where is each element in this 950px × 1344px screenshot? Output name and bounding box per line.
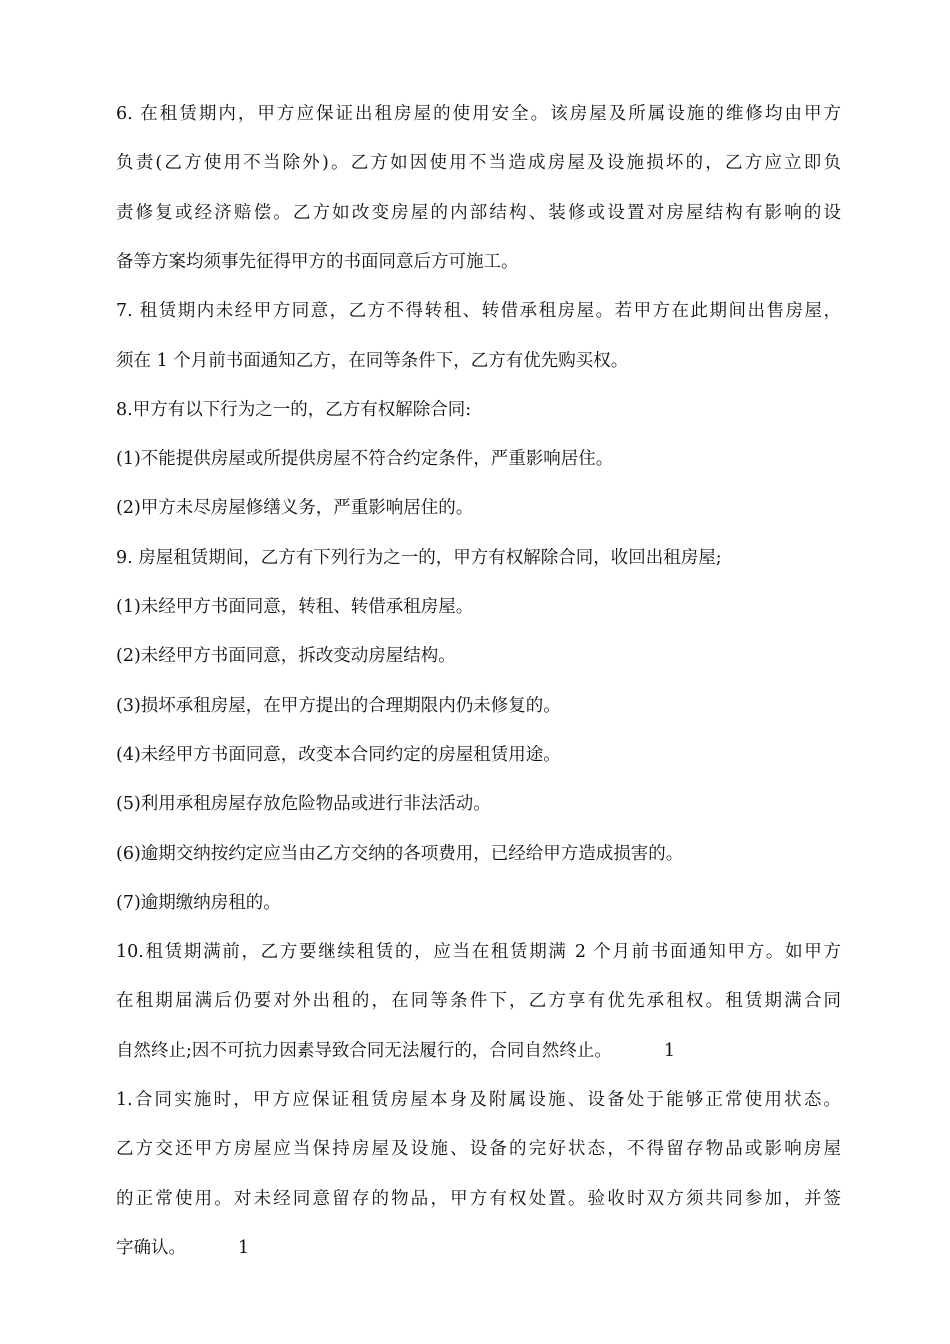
line-text: (4)未经甲方书面同意，改变本合同约定的房屋租赁用途。 — [116, 744, 561, 765]
line-text: (6)逾期交纳按约定应当由乙方交纳的各项费用，已经给甲方造成损害的。 — [116, 843, 684, 864]
document-line — [116, 940, 841, 964]
document-line — [116, 1187, 841, 1211]
document-line — [116, 842, 841, 866]
document-line — [116, 546, 841, 570]
line-text: 8.甲方有以下行为之一的，乙方有权解除合同: — [116, 399, 472, 420]
line-text: (1)未经甲方书面同意，转租、转借承租房屋。 — [116, 597, 474, 617]
document-line — [116, 694, 841, 718]
line-text: 自然终止;因不可抗力因素导致合同无法履行的，合同自然终止。 — [116, 1040, 612, 1061]
document-line — [116, 891, 841, 915]
line-text: 在租期届满后仍要对外出租的，在同等条件下，乙方享有优先承租权。租赁期满合同 — [116, 991, 841, 1012]
page-number-mark: 1 — [663, 1040, 676, 1061]
document-line — [116, 1039, 841, 1063]
document-line — [116, 447, 841, 471]
line-text: 10.租赁期满前，乙方要继续租赁的，应当在租赁期满 2 个月前书面通知甲方。如甲方 — [116, 942, 841, 963]
document-line — [116, 1088, 841, 1112]
line-text: 负责(乙方使用不当除外)。乙方如因使用不当造成房屋及设施损坏的，乙方应立即负 — [116, 153, 841, 174]
line-text: (3)损坏承租房屋，在甲方提出的合理期限内仍未修复的。 — [116, 695, 561, 716]
document-line — [116, 151, 841, 175]
document-line — [116, 201, 841, 225]
document-line — [116, 792, 841, 816]
line-text: 须在 1 个月前书面通知乙方，在同等条件下，乙方有优先购买权。 — [116, 350, 629, 371]
document-line — [116, 299, 841, 323]
line-text: 字确认。 — [116, 1237, 186, 1258]
line-text: (5)利用承租房屋存放危险物品或进行非法活动。 — [116, 794, 491, 815]
document-line — [116, 496, 841, 520]
line-text: 6. 在租赁期内，甲方应保证出租房屋的使用安全。该房屋及所属设施的维修均由甲方 — [116, 104, 841, 124]
line-text: (2)甲方未尽房屋修缮义务，严重影响居住的。 — [116, 498, 474, 519]
document-line — [116, 398, 841, 422]
document-line — [116, 644, 841, 668]
line-text: 9. 房屋租赁期间，乙方有下列行为之一的，甲方有权解除合同，收回出租房屋; — [116, 547, 722, 568]
document-line — [116, 989, 841, 1013]
line-text: 1.合同实施时，甲方应保证租赁房屋本身及附属设施、设备处于能够正常使用状态。 — [116, 1090, 841, 1110]
line-text: 乙方交还甲方房屋应当保持房屋及设施、设备的完好状态，不得留存物品或影响房屋 — [116, 1139, 841, 1160]
document-line — [116, 349, 841, 373]
document-line — [116, 595, 841, 619]
document-line — [116, 102, 841, 126]
line-text: (7)逾期缴纳房租的。 — [116, 892, 281, 913]
line-text: (1)不能提供房屋或所提供房屋不符合约定条件，严重影响居住。 — [116, 449, 614, 470]
line-text: 7. 租赁期内未经甲方同意，乙方不得转租、转借承租房屋。若甲方在此期间出售房屋， — [116, 301, 841, 322]
line-text: (2)未经甲方书面同意，拆改变动房屋结构。 — [116, 646, 456, 667]
line-text: 责修复或经济赔偿。乙方如改变房屋的内部结构、装修或设置对房屋结构有影响的设 — [116, 202, 841, 223]
line-text: 备等方案均须事先征得甲方的书面同意后方可施工。 — [116, 251, 519, 272]
document-line — [116, 743, 841, 767]
document-line — [116, 250, 841, 274]
page-number-mark: 1 — [238, 1237, 250, 1258]
document-line — [116, 1137, 841, 1161]
document-line — [116, 1236, 841, 1260]
line-text: 的正常使用。对未经同意留存的物品，甲方有权处置。验收时双方须共同参加，并签 — [116, 1188, 841, 1209]
